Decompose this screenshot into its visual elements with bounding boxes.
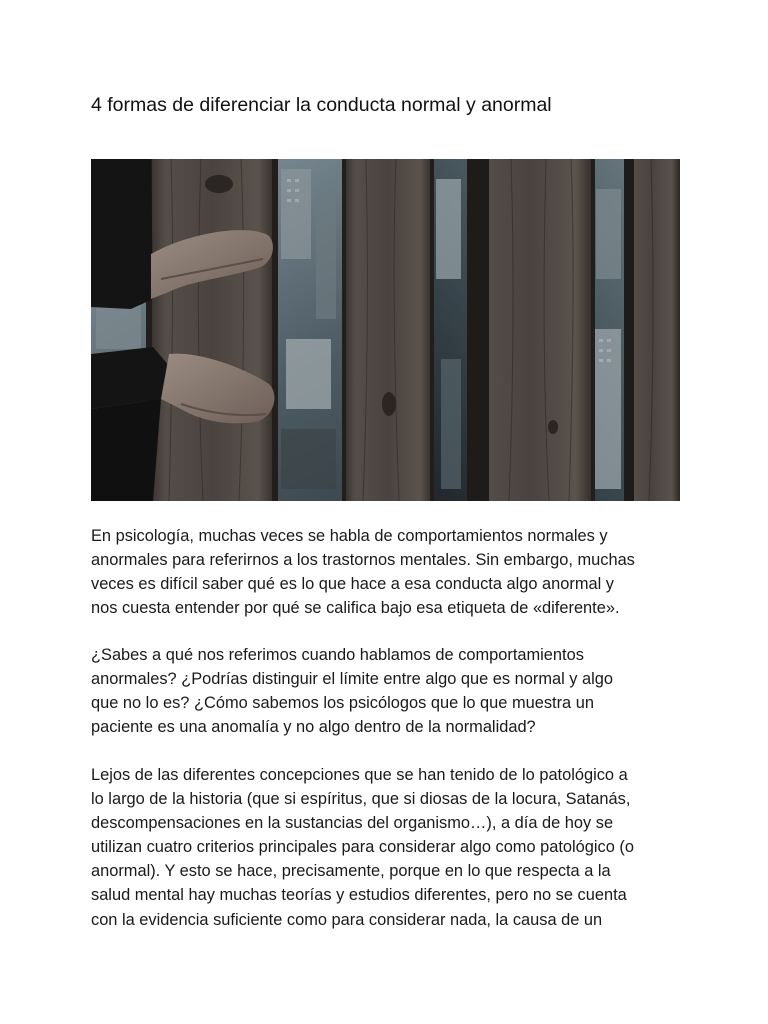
text-line: Lejos de las diferentes concepciones que se han tenido de lo patológico a xyxy=(91,766,628,784)
text-line: anormales? ¿Podrías distinguir el límite entre algo que es normal y algo xyxy=(91,670,614,689)
header-photo xyxy=(91,159,680,501)
text-line: que no lo es? ¿Cómo sabemos los psicólogos que lo que muestra un xyxy=(91,694,594,713)
paragraph-2 xyxy=(91,643,691,739)
text-line: descompensaciones en la sustancias del organismo…), a día de hoy se xyxy=(91,814,614,833)
page-title: 4 formas de diferenciar la conducta normal y anormal xyxy=(91,94,552,116)
text-line: En psicología, muchas veces se habla de comportamientos normales y xyxy=(91,527,608,545)
text-line: ¿Sabes a qué nos referimos cuando hablamos de comportamientos xyxy=(91,646,584,664)
paragraph-1 xyxy=(91,524,691,620)
text-line: utilizan cuatro criterios principales para considerar algo como patológico (o xyxy=(91,838,634,857)
text-line: salud mental hay muchas teorías y estudios diferentes, pero no se cuenta xyxy=(91,886,627,905)
text-line: anormal). Y esto se hace, precisamente, porque en lo que respecta a la xyxy=(91,862,611,881)
paragraph-3 xyxy=(91,763,691,932)
text-line: veces es difícil saber qué es lo que hace a esa conducta algo anormal y xyxy=(91,575,614,594)
text-line: nos cuesta entender por qué se califica bajo esa etiqueta de «diferente». xyxy=(91,599,620,618)
text-line: paciente es una anomalía y no algo dentro de la normalidad? xyxy=(91,718,536,737)
text-line: con la evidencia suficiente como para considerar nada, la causa de un xyxy=(91,910,603,929)
text-line: lo largo de la historia (que si espíritus, que si diosas de la locura, Satanás, xyxy=(91,790,631,809)
text-line: anormales para referirnos a los trastornos mentales. Sin embargo, muchas xyxy=(91,551,635,570)
